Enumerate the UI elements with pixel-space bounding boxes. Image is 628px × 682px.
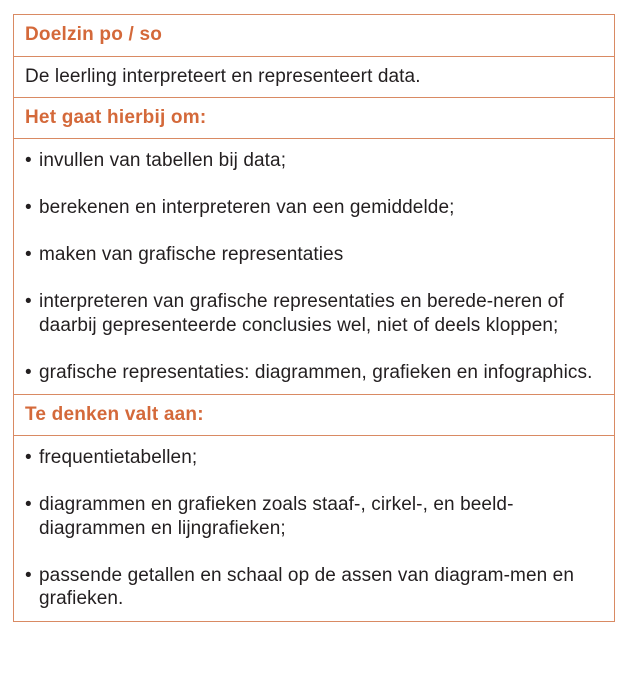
about-list-container <box>14 138 614 394</box>
bullet-icon: • <box>25 291 32 312</box>
bullet-icon: • <box>25 197 32 218</box>
bullet-icon: • <box>25 564 32 586</box>
list-item: • frequentietabellen; <box>25 447 198 468</box>
list-item: • interpreteren van grafische representaties en berede-neren of daarbij gepresenteerde conclusies wel, niet of deels kloppen; <box>25 291 564 336</box>
about-list <box>25 149 600 384</box>
learning-goal-card <box>13 14 615 622</box>
list-item: • maken van grafische representaties <box>25 244 344 265</box>
about-heading: Het gaat hierbij om: <box>14 97 614 138</box>
list-item: • grafische representaties: diagrammen, grafieken en infographics. <box>25 361 593 383</box>
goal-heading: Doelzin po / so <box>25 24 163 45</box>
bullet-icon: • <box>25 447 32 468</box>
list-item: • berekenen en interpreteren van een gemiddelde; <box>25 197 455 218</box>
examples-heading: Te denken valt aan: <box>14 394 614 435</box>
list-item: • passende getallen en schaal op de assen van diagram-men en grafieken. <box>25 564 574 609</box>
list-item: • invullen van tabellen bij data; <box>25 150 287 171</box>
bullet-icon: • <box>25 244 32 265</box>
examples-list <box>25 446 600 611</box>
bullet-icon: • <box>25 361 32 383</box>
bullet-icon: • <box>25 494 32 515</box>
list-item: • diagrammen en grafieken zoals staaf-, cirkel-, en beeld-diagrammen en lijngrafieken; <box>25 494 514 539</box>
examples-list-container <box>14 435 614 621</box>
bullet-icon: • <box>25 150 32 171</box>
goal-text: De leerling interpreteert en representeert data. <box>14 56 614 97</box>
